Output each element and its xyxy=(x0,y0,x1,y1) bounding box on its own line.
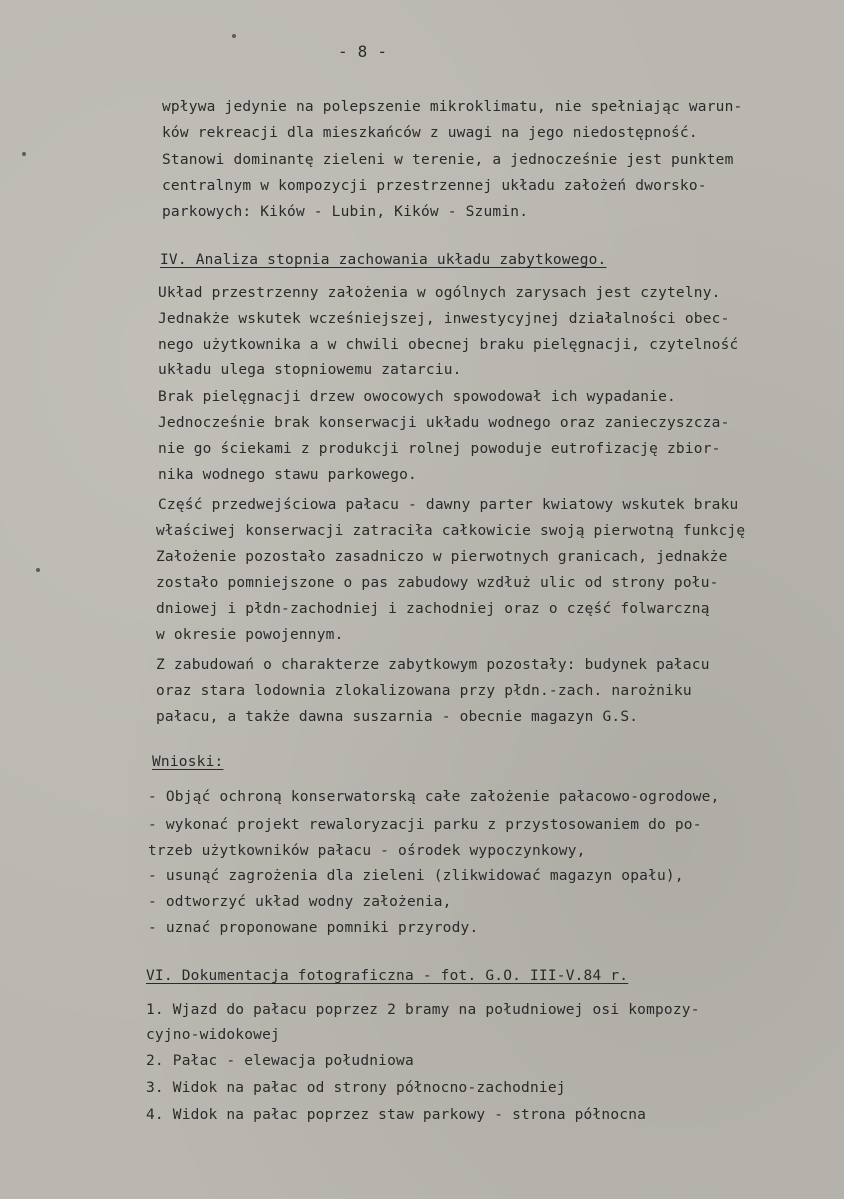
list-item: trzeb użytkowników pałacu - ośrodek wypoczynkowy, xyxy=(148,843,586,859)
list-item: cyjno-widokowej xyxy=(146,1027,280,1043)
text-line: wpływa jedynie na polepszenie mikroklimatu, nie spełniając warun- xyxy=(162,99,743,115)
text-line: oraz stara lodownia zlokalizowana przy płdn.-zach. narożniku xyxy=(156,683,692,699)
text-line: nika wodnego stawu parkowego. xyxy=(158,467,417,483)
text-line: nie go ściekami z produkcji rolnej powoduje eutrofizację zbior- xyxy=(158,441,721,457)
text-line: parkowych: Kików - Lubin, Kików - Szumin. xyxy=(162,204,529,220)
page-number: - 8 - xyxy=(338,42,388,61)
text-line: zostało pomniejszone o pas zabudowy wzdłuż ulic od strony połu- xyxy=(156,575,719,591)
text-line: nego użytkownika a w chwili obecnej braku pielęgnacji, czytelność xyxy=(158,337,739,353)
paper-speck xyxy=(36,568,40,572)
list-item: - Objąć ochroną konserwatorską całe założenie pałacowo-ogrodowe, xyxy=(148,789,720,805)
list-item: - wykonać projekt rewaloryzacji parku z przystosowaniem do po- xyxy=(148,817,702,833)
text-line: Brak pielęgnacji drzew owocowych spowodował ich wypadanie. xyxy=(158,389,676,405)
conclusions-heading: Wnioski: xyxy=(152,754,224,770)
text-line: centralnym w kompozycji przestrzennej układu założeń dworsko- xyxy=(162,178,707,194)
section-vi-heading: VI. Dokumentacja fotograficzna - fot. G.O. III-V.84 r. xyxy=(146,968,629,984)
text-line: Z zabudowań o charakterze zabytkowym pozostały: budynek pałacu xyxy=(156,657,710,673)
list-item: - odtworzyć układ wodny założenia, xyxy=(148,894,452,910)
text-line: Jednakże wskutek wcześniejszej, inwestycyjnej działalności obec- xyxy=(158,311,730,327)
text-line: w okresie powojennym. xyxy=(156,627,344,643)
list-item: - usunąć zagrożenia dla zieleni (zlikwidować magazyn opału), xyxy=(148,868,684,884)
text-line: dniowej i płdn-zachodniej i zachodniej oraz o część folwarczną xyxy=(156,601,710,617)
text-line: układu ulega stopniowemu zatarciu. xyxy=(158,362,462,378)
text-line: Jednocześnie brak konserwacji układu wodnego oraz zanieczyszcza- xyxy=(158,415,730,431)
paper-speck xyxy=(232,34,236,38)
list-item: 2. Pałac - elewacja południowa xyxy=(146,1053,414,1069)
text-line: Układ przestrzenny założenia w ogólnych zarysach jest czytelny. xyxy=(158,285,721,301)
text-line: właściwej konserwacji zatraciła całkowicie swoją pierwotną funkcję xyxy=(156,523,746,539)
text-line: Część przedwejściowa pałacu - dawny parter kwiatowy wskutek braku xyxy=(158,497,739,513)
list-item: 3. Widok na pałac od strony północno-zachodniej xyxy=(146,1080,566,1096)
text-line: pałacu, a także dawna suszarnia - obecnie magazyn G.S. xyxy=(156,709,639,725)
list-item: 1. Wjazd do pałacu poprzez 2 bramy na południowej osi kompozy- xyxy=(146,1002,700,1018)
text-line: ków rekreacji dla mieszkańców z uwagi na jego niedostępność. xyxy=(162,125,698,141)
list-item: - uznać proponowane pomniki przyrody. xyxy=(148,920,479,936)
text-line: Stanowi dominantę zieleni w terenie, a jednocześnie jest punktem xyxy=(162,152,734,168)
paper-speck xyxy=(22,152,26,156)
section-iv-heading: IV. Analiza stopnia zachowania układu zabytkowego. xyxy=(160,252,607,268)
list-item: 4. Widok na pałac poprzez staw parkowy - strona północna xyxy=(146,1107,647,1123)
text-line: Założenie pozostało zasadniczo w pierwotnych granicach, jednakże xyxy=(156,549,728,565)
